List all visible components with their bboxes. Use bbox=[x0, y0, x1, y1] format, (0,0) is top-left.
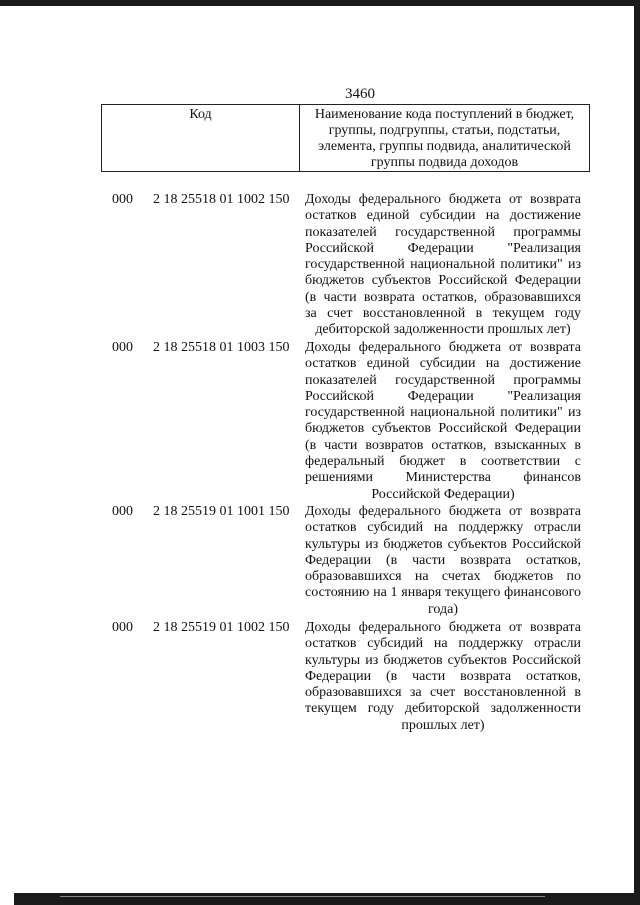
admin-code: 000 bbox=[112, 504, 133, 519]
admin-code: 000 bbox=[112, 340, 133, 355]
scan-border-bottom bbox=[14, 893, 640, 905]
scan-border-top bbox=[0, 0, 640, 6]
header-name-cell: Наименование кода поступлений в бюджет, группы, подгруппы, статьи, подстатьи, элемента, группы подвида, аналитической группы подвида доходов bbox=[314, 107, 575, 170]
scan-border-right bbox=[634, 0, 640, 905]
income-description: Доходы федерального бюджета от возврата остатков субсидий на поддержку отрасли культуры из бюджетов субъектов Российской Федерации (в части возврата остатков, образовавшихся на счетах бюджетов по состоянию на 1 января текущего финансового года) bbox=[305, 504, 581, 617]
table-header bbox=[101, 104, 590, 172]
admin-code: 000 bbox=[112, 192, 133, 207]
income-description: Доходы федерального бюджета от возврата остатков единой субсидии на достижение показателей государственной программы Российской Федерации "Реализация государственной национальной политики" из бюджетов субъектов Российской Федерации (в части возвратов остатков, взысканных в федеральный бюджет в соответствии с решениями Министерства финансов Российской Федерации) bbox=[305, 340, 581, 502]
income-code: 2 18 25519 01 1001 150 bbox=[153, 504, 290, 519]
income-description: Доходы федерального бюджета от возврата остатков субсидий на поддержку отрасли культуры из бюджетов субъектов Российской Федерации (в части возврата остатков, образовавшихся за счет восстановленной в текущем году дебиторской задолженности прошлых лет) bbox=[305, 620, 581, 733]
income-code: 2 18 25518 01 1002 150 bbox=[153, 192, 290, 207]
scan-line bbox=[60, 896, 545, 897]
header-code-cell: Код bbox=[102, 105, 300, 171]
income-code: 2 18 25518 01 1003 150 bbox=[153, 340, 290, 355]
income-code: 2 18 25519 01 1002 150 bbox=[153, 620, 290, 635]
page-number: 3460 bbox=[345, 86, 375, 102]
income-description: Доходы федерального бюджета от возврата остатков единой субсидии на достижение показателей государственной программы Российской Федерации "Реализация государственной национальной политики" из бюджетов субъектов Российской Федерации (в части возврата остатков, образовавшихся за счет восстановленной в текущем году дебиторской задолженности прошлых лет) bbox=[305, 192, 581, 338]
admin-code: 000 bbox=[112, 620, 133, 635]
